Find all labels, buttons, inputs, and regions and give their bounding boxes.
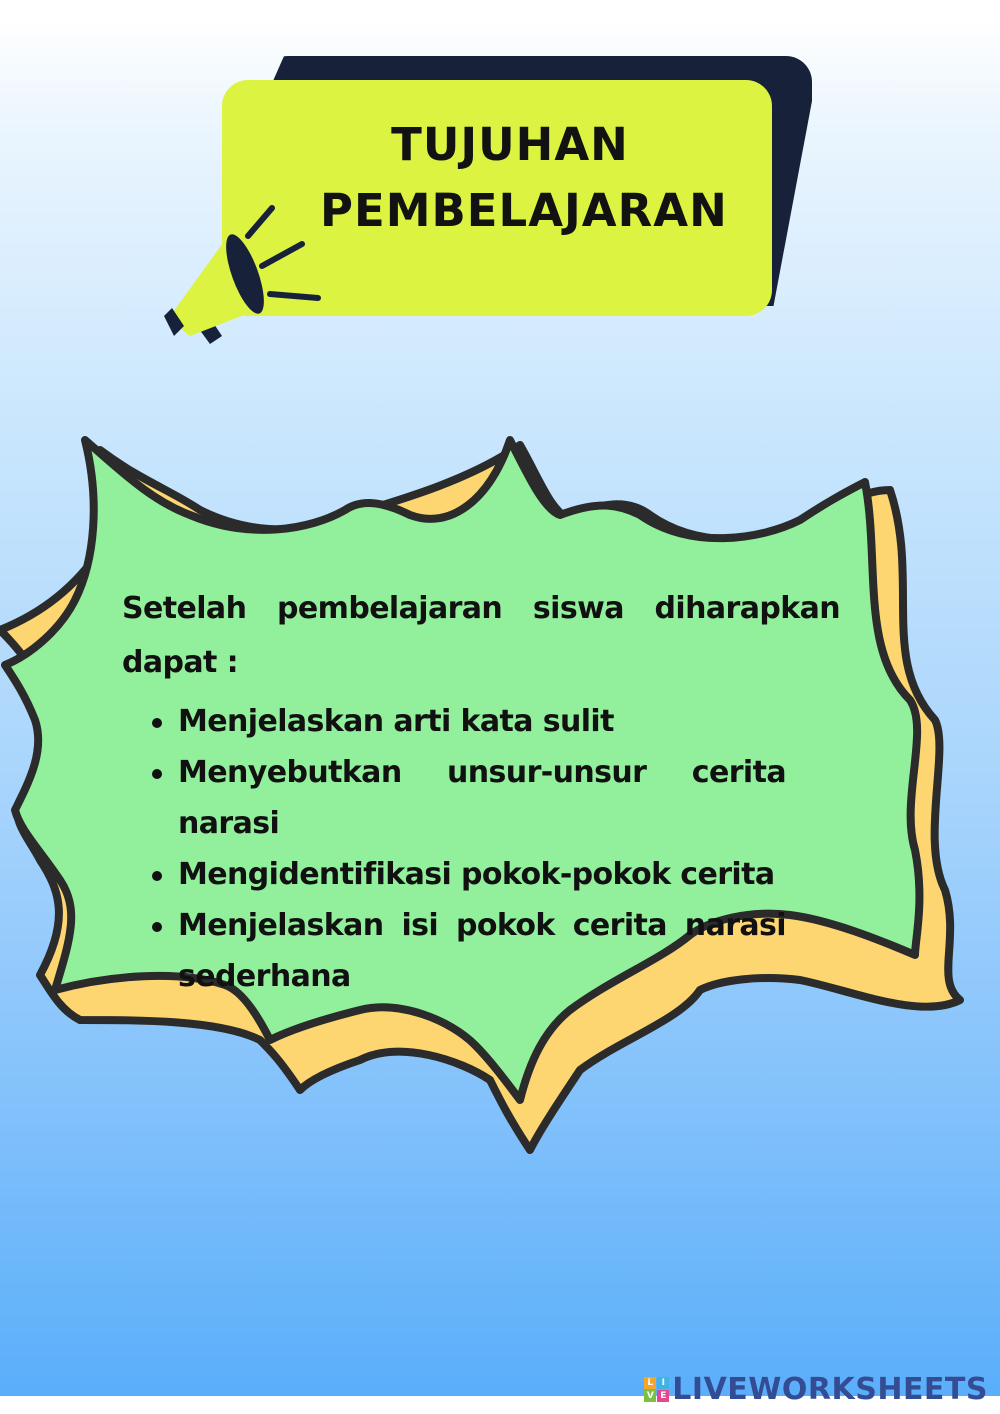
goal-item: Menjelaskan isi pokok cerita narasi sederhana xyxy=(148,900,786,1002)
megaphone-body xyxy=(164,230,272,336)
goal-item: Menjelaskan arti kata sulit xyxy=(148,696,786,747)
goal-item: Mengidentifikasi pokok-pokok cerita xyxy=(148,849,786,900)
title-line-1: TUJUHAN xyxy=(391,118,629,171)
goal-list xyxy=(148,696,786,1002)
intro-text: Setelah pembelajaran siswa diharapkan dapat : xyxy=(122,591,840,680)
page-title xyxy=(320,112,728,244)
brand-logo-icon: L I V E xyxy=(644,1377,670,1403)
megaphone-icon xyxy=(150,196,340,376)
learning-goals xyxy=(122,582,840,1002)
brand-name: LIVEWORKSHEETS xyxy=(672,1372,988,1407)
title-line-2: PEMBELAJARAN xyxy=(320,184,728,237)
goal-item: Menyebutkan unsur-unsur cerita narasi xyxy=(148,747,786,849)
liveworksheets-logo xyxy=(644,1372,988,1407)
